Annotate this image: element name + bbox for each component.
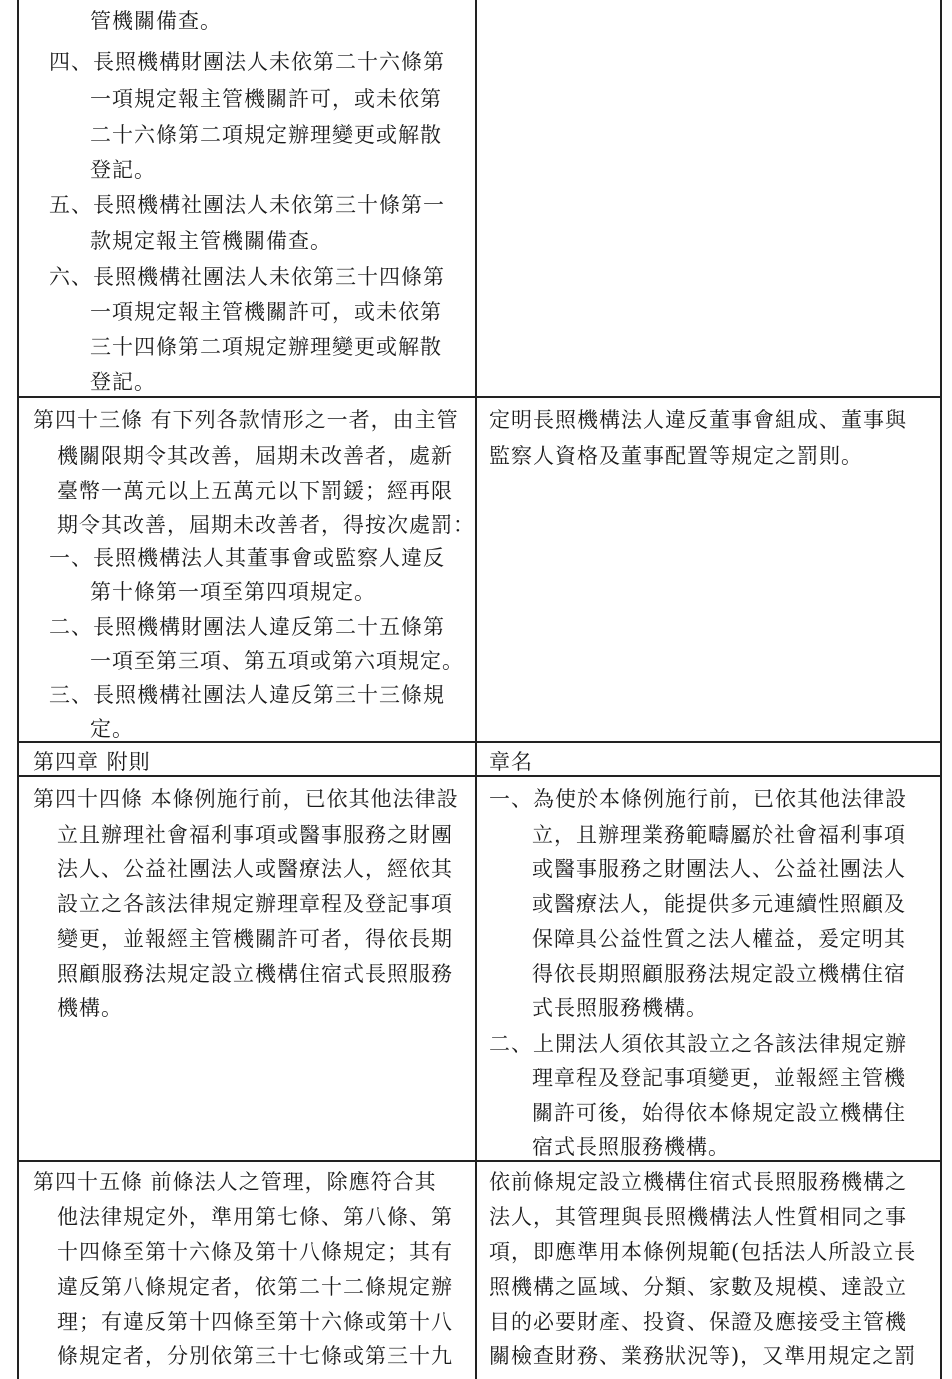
text-line: 目的必要財產、投資、保證及應接受主管機 [489,1310,907,1334]
table-cell-right [477,743,940,775]
text-line: 條規定者，分別依第三十七條或第三十九 [57,1344,453,1368]
text-line: 第十條第一項至第四項規定。 [90,580,376,604]
text-line: 立，且辦理業務範疇屬於社會福利事項 [532,823,906,847]
text-line: 理章程及登記事項變更，並報經主管機 [532,1066,906,1090]
text-line: 得依長期照顧服務法規定設立機構住宿 [532,962,906,986]
text-line: 登記。 [90,158,156,182]
text-line: 管機關備查。 [90,9,222,33]
text-line: 機構。 [57,996,123,1020]
table-cell-left [17,398,475,741]
text-line: 定。 [90,717,134,741]
text-line: 項，即應準用本條例規範(包括法人所設立長 [489,1240,917,1264]
text-line: 照顧服務法規定設立機構住宿式長照服務 [57,962,453,986]
article-heading: 第四十三條 有下列各款情形之一者，由主管 [33,408,459,432]
text-line: 監察人資格及董事配置等規定之罰則。 [489,444,863,468]
text-line: 理；有違反第十四條至第十六條或第十八 [57,1310,453,1334]
text-line: 法人，其管理與長照機構法人性質相同之事 [489,1205,907,1229]
article-heading: 第四十四條 本條例施行前，已依其他法律設 [33,787,459,811]
text-line: 保障具公益性質之法人權益，爰定明其 [532,927,906,951]
table-border-right [940,0,942,1379]
table-cell-left [17,1162,475,1379]
text-line: 十四條至第十六條及第十八條規定；其有 [57,1240,453,1264]
text-line: 違反第八條規定者，依第二十二條規定辦 [57,1275,453,1299]
text-line: 機關限期令其改善，屆期未改善者，處新 [57,444,453,468]
text-line: 關許可後，始得依本條規定設立機構住 [532,1101,906,1125]
text-line: 一、長照機構法人其董事會或監察人違反 [49,546,445,570]
text-line: 一項規定報主管機關許可，或未依第 [90,87,442,111]
text-line: 一項至第三項、第五項或第六項規定。 [90,649,464,673]
text-line: 二十六條第二項規定辦理變更或解散 [90,123,442,147]
text-line: 臺幣一萬元以上五萬元以下罰鍰；經再限 [57,479,453,503]
chapter-heading: 第四章 附則 [33,750,151,774]
table-cell-right [477,398,940,741]
text-line: 他法律規定外，準用第七條、第八條、第 [57,1205,453,1229]
text-line: 或醫療法人，能提供多元連續性照顧及 [532,892,906,916]
text-line: 一、為使於本條例施行前，已依其他法律設 [489,787,907,811]
text-line: 四、長照機構財團法人未依第二十六條第 [49,50,445,74]
article-heading: 第四十五條 前條法人之管理，除應符合其 [33,1170,437,1194]
text-line: 或醫事服務之財團法人、公益社團法人 [532,857,906,881]
text-line: 設立之各該法律規定辦理章程及登記事項 [57,892,453,916]
table-cell-left [17,0,475,396]
text-line: 款規定報主管機關備查。 [90,229,332,253]
table-cell-right [477,1162,940,1379]
text-line: 二、上開法人須依其設立之各該法律規定辦 [489,1032,907,1056]
text-line: 宿式長照服務機構。 [532,1135,730,1159]
text-line: 照機構之區域、分類、家數及規模、達設立 [489,1275,907,1299]
text-line: 六、長照機構社團法人未依第三十四條第 [49,265,445,289]
text-line: 三、長照機構社團法人違反第三十三條規 [49,683,445,707]
text-line: 關檢查財務、業務狀況等)，又準用規定之罰 [489,1344,917,1368]
text-line: 登記。 [90,370,156,394]
text-line: 一項規定報主管機關許可，或未依第 [90,300,442,324]
document-page [17,0,942,1379]
text-line: 定明長照機構法人違反董事會組成、董事與 [489,408,907,432]
text-line: 二、長照機構財團法人違反第二十五條第 [49,615,445,639]
text-line: 依前條規定設立機構住宿式長照服務機構之 [489,1170,907,1194]
text-line: 法人、公益社團法人或醫療法人，經依其 [57,857,453,881]
text-line: 三十四條第二項規定辦理變更或解散 [90,335,442,359]
chapter-note: 章名 [489,750,533,774]
table-cell-left [17,743,475,775]
text-line: 立且辦理社會福利事項或醫事服務之財團 [57,823,453,847]
text-line: 式長照服務機構。 [532,996,708,1020]
table-cell-right [477,777,940,1160]
table-cell-left [17,777,475,1160]
text-line: 五、長照機構社團法人未依第三十條第一 [49,193,445,217]
text-line: 期令其改善，屆期未改善者，得按次處罰： [57,513,475,537]
text-line: 變更，並報經主管機關許可者，得依長期 [57,927,453,951]
